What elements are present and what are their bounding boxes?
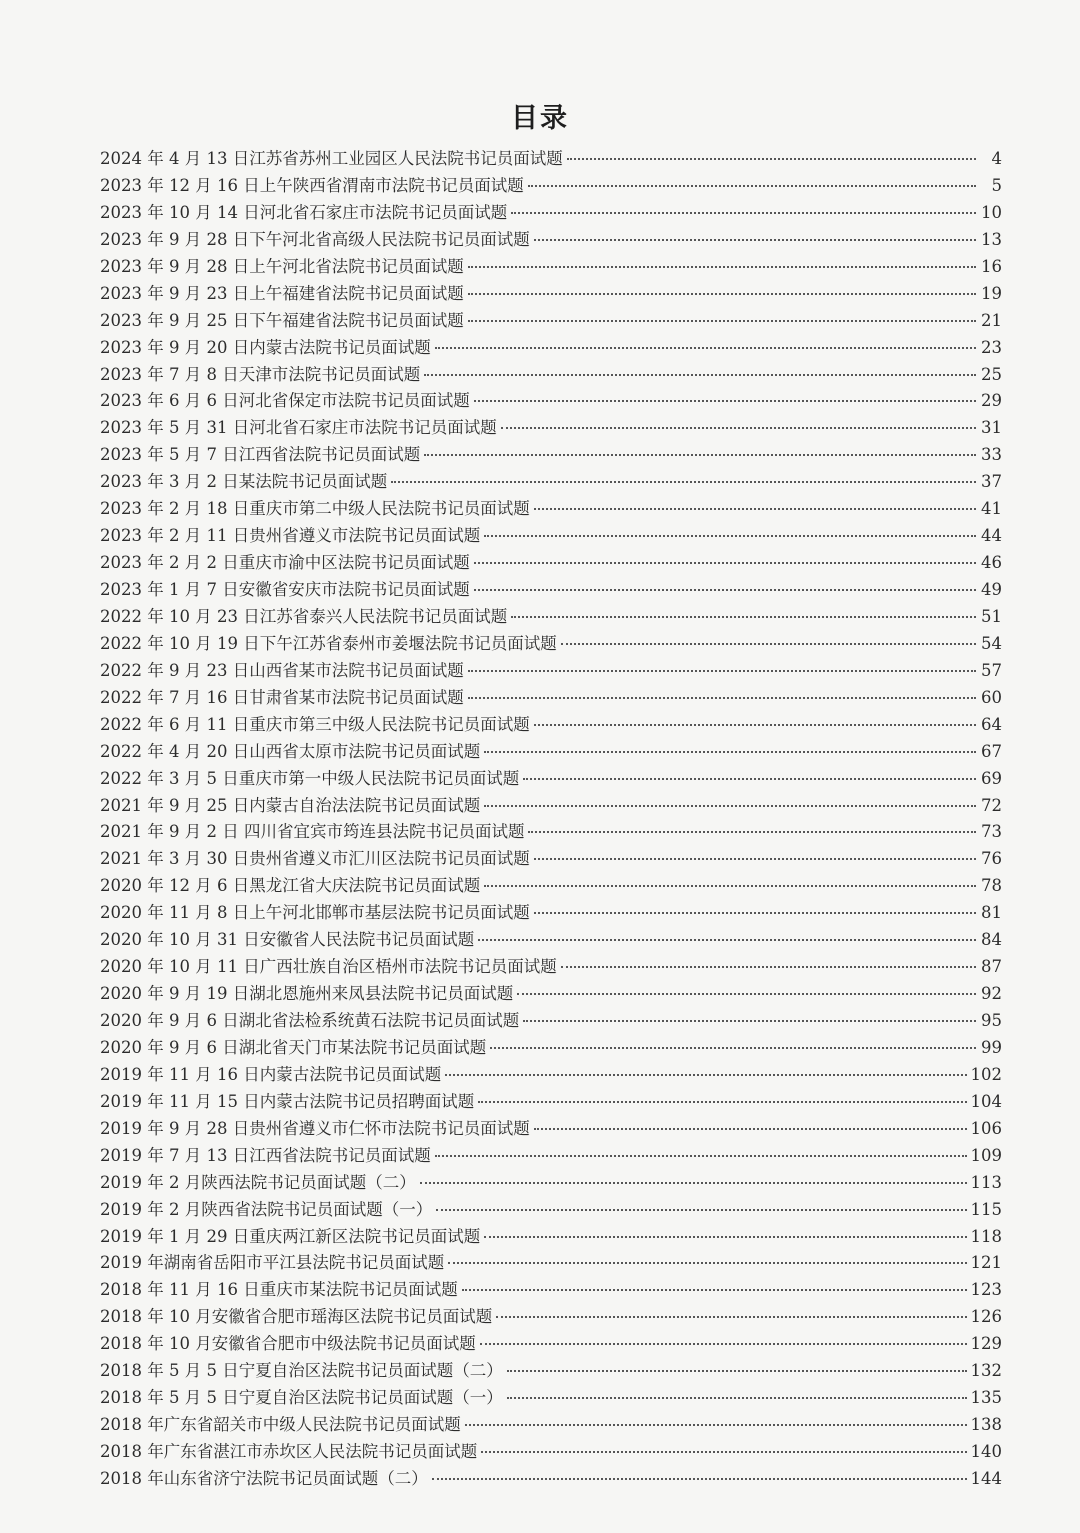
- toc-entry-page-number: 76: [981, 849, 1002, 869]
- toc-entry-title: 2018 年 5 月 5 日宁夏自治区法院书记员面试题（二）: [100, 1361, 503, 1381]
- dot-leader: [420, 1181, 967, 1184]
- dot-leader: [468, 696, 976, 699]
- toc-entry-page-number: 106: [970, 1118, 1002, 1138]
- toc-entry-page-number: 29: [981, 391, 1002, 411]
- dot-leader: [507, 1396, 967, 1399]
- dot-leader: [484, 534, 976, 537]
- dot-leader: [511, 615, 976, 618]
- dot-leader: [474, 399, 976, 402]
- toc-entry-page-number: 60: [981, 687, 1002, 707]
- toc-entry[interactable]: [100, 1034, 1002, 1061]
- toc-entry[interactable]: [100, 441, 1002, 468]
- toc-entry[interactable]: [100, 818, 1002, 845]
- toc-entry-title: 2018 年广东省韶关市中级人民法院书记员面试题: [100, 1415, 461, 1435]
- toc-entry-page-number: 92: [981, 984, 1002, 1004]
- toc-entry[interactable]: [100, 1142, 1002, 1169]
- toc-entry-title: 2023 年 9 月 23 日上午福建省法院书记员面试题: [100, 283, 464, 303]
- toc-entry[interactable]: [100, 980, 1002, 1007]
- toc-entry[interactable]: [100, 334, 1002, 361]
- toc-entry[interactable]: [100, 1169, 1002, 1196]
- toc-entry-title: 2022 年 10 月 23 日江苏省泰兴人民法院书记员面试题: [100, 606, 508, 626]
- toc-entry-title: 2020 年 11 月 8 日上午河北邯郸市基层法院书记员面试题: [100, 903, 530, 923]
- toc-entry-title: 2024 年 4 月 13 日江苏省苏州工业园区人民法院书记员面试题: [100, 149, 563, 168]
- toc-entry-page-number: 144: [970, 1468, 1002, 1488]
- toc-entry[interactable]: [100, 765, 1002, 792]
- toc-entry[interactable]: [100, 361, 1002, 388]
- toc-entry[interactable]: [100, 1357, 1002, 1384]
- dot-leader: [567, 157, 976, 160]
- dot-leader: [424, 453, 976, 456]
- toc-entry-page-number: 46: [981, 553, 1002, 573]
- toc-entry[interactable]: [100, 1088, 1002, 1115]
- toc-entry-page-number: 51: [981, 606, 1002, 626]
- toc-entry-page-number: 73: [981, 822, 1002, 842]
- toc-entry-page-number: 78: [981, 876, 1002, 896]
- toc-entry-title: 2022 年 10 月 19 日下午江苏省泰州市姜堰法院书记员面试题: [100, 633, 557, 653]
- dot-leader: [496, 1315, 966, 1318]
- toc-entry[interactable]: [100, 172, 1002, 199]
- toc-entry-page-number: 123: [970, 1280, 1002, 1300]
- toc-entry[interactable]: [100, 199, 1002, 226]
- dot-leader: [484, 804, 976, 807]
- toc-entry[interactable]: [100, 1196, 1002, 1223]
- toc-entry-title: 2020 年 10 月 11 日广西壮族自治区梧州市法院书记员面试题: [100, 957, 557, 977]
- dot-leader: [523, 777, 976, 780]
- toc-entry[interactable]: [100, 253, 1002, 280]
- dot-leader: [474, 561, 976, 564]
- toc-entry[interactable]: [100, 495, 1002, 522]
- toc-entry-title: 2022 年 3 月 5 日重庆市第一中级人民法院书记员面试题: [100, 768, 520, 788]
- toc-entry-page-number: 99: [981, 1037, 1002, 1057]
- toc-entry[interactable]: [100, 738, 1002, 765]
- toc-entry-page-number: 33: [981, 445, 1002, 465]
- toc-entry-page-number: 54: [981, 633, 1002, 653]
- dot-leader: [528, 830, 976, 833]
- toc-entry-page-number: 31: [981, 418, 1002, 438]
- dot-leader: [528, 184, 976, 187]
- toc-entry-title: 2019 年 2 月陕西法院书记员面试题（二）: [100, 1172, 416, 1192]
- toc-entry[interactable]: [100, 657, 1002, 684]
- dot-leader: [480, 1342, 967, 1345]
- dot-leader: [435, 1154, 967, 1157]
- toc-entry-title: 2020 年 9 月 6 日湖北省天门市某法院书记员面试题: [100, 1037, 487, 1057]
- toc-entry-title: 2018 年 11 月 16 日重庆市某法院书记员面试题: [100, 1280, 458, 1300]
- toc-entry[interactable]: [100, 1061, 1002, 1088]
- toc-entry[interactable]: [100, 630, 1002, 657]
- dot-leader: [523, 1019, 976, 1022]
- toc-entry[interactable]: [100, 549, 1002, 576]
- toc-entry[interactable]: [100, 1115, 1002, 1142]
- toc-entry[interactable]: [100, 603, 1002, 630]
- toc-entry-page-number: 104: [970, 1091, 1002, 1111]
- toc-entry[interactable]: [100, 1330, 1002, 1357]
- dot-leader: [468, 265, 976, 268]
- toc-entry[interactable]: [100, 684, 1002, 711]
- toc-entry-page-number: 21: [981, 310, 1002, 330]
- dot-leader: [445, 1073, 966, 1076]
- dot-leader: [534, 857, 976, 860]
- toc-entry-page-number: 67: [981, 741, 1002, 761]
- toc-entry[interactable]: [100, 576, 1002, 603]
- toc-entry-title: 2022 年 4 月 20 日山西省太原市法院书记员面试题: [100, 741, 481, 761]
- dot-leader: [517, 992, 976, 995]
- page-title: 目录: [511, 103, 569, 135]
- toc-entry-page-number: 44: [981, 526, 1002, 546]
- toc-entry-page-number: 57: [981, 660, 1002, 680]
- dot-leader: [436, 1208, 966, 1211]
- toc-entry-title: 2022 年 7 月 16 日甘肃省某市法院书记员面试题: [100, 687, 464, 707]
- toc-entry-page-number: 49: [981, 580, 1002, 599]
- dot-leader: [468, 319, 976, 322]
- toc-entry-title: 2023 年 2 月 11 日贵州省遵义市法院书记员面试题: [100, 526, 481, 546]
- toc-entry[interactable]: [100, 1384, 1002, 1411]
- toc-entry-title: 2021 年 3 月 30 日贵州省遵义市汇川区法院书记员面试题: [100, 849, 530, 869]
- dot-leader: [462, 1288, 967, 1291]
- toc-entry-page-number: 135: [970, 1388, 1002, 1408]
- toc-entry-page-number: 118: [970, 1226, 1002, 1246]
- toc-entry[interactable]: [100, 226, 1002, 253]
- toc-entry-title: 2022 年 9 月 23 日山西省某市法院书记员面试题: [100, 660, 464, 680]
- toc-entry-title: 2021 年 9 月 25 日内蒙古自治法法院书记员面试题: [100, 795, 481, 815]
- toc-entry-title: 2018 年 10 月安徽省合肥市瑶海区法院书记员面试题: [100, 1307, 493, 1327]
- toc-entry-page-number: 113: [970, 1172, 1002, 1192]
- toc-entry-title: 2023 年 3 月 2 日某法院书记员面试题: [100, 472, 388, 492]
- toc-entry-page-number: 19: [981, 283, 1002, 303]
- toc-entry[interactable]: [100, 307, 1002, 334]
- toc-entry-page-number: 126: [970, 1307, 1002, 1327]
- toc-entry[interactable]: [100, 1465, 1002, 1492]
- toc-entry[interactable]: [100, 926, 1002, 953]
- dot-leader: [501, 426, 976, 429]
- toc-entry-page-number: 81: [981, 903, 1002, 923]
- toc-entry-page-number: 69: [981, 768, 1002, 788]
- toc-entry[interactable]: [100, 792, 1002, 819]
- dot-leader: [435, 346, 976, 349]
- toc-entry-title: 2018 年广东省湛江市赤坎区人民法院书记员面试题: [100, 1442, 478, 1461]
- toc-entry-title: 2020 年 12 月 6 日黑龙江省大庆法院书记员面试题: [100, 876, 481, 896]
- dot-leader: [490, 1046, 976, 1049]
- dot-leader: [468, 669, 976, 672]
- toc-entry[interactable]: [100, 468, 1002, 495]
- toc-entry-page-number: 95: [981, 1011, 1002, 1030]
- dot-leader: [432, 1477, 967, 1480]
- toc-entry-page-number: 64: [981, 714, 1002, 734]
- toc-entry[interactable]: [100, 1276, 1002, 1303]
- dot-leader: [478, 938, 976, 941]
- toc-entry-title: 2023 年 9 月 25 日下午福建省法院书记员面试题: [100, 310, 464, 330]
- toc-entry[interactable]: [100, 845, 1002, 872]
- toc-entry[interactable]: [100, 1007, 1002, 1034]
- toc-entry-page-number: 132: [970, 1361, 1002, 1381]
- toc-entry-title: 2019 年 2 月陕西省法院书记员面试题（一）: [100, 1199, 433, 1219]
- toc-entry-page-number: 37: [981, 472, 1002, 492]
- dot-leader: [391, 480, 976, 483]
- toc-entry-title: 2019 年 7 月 13 日江西省法院书记员面试题: [100, 1145, 431, 1165]
- dot-leader: [511, 211, 976, 214]
- dot-leader: [468, 292, 976, 295]
- toc-entry-title: 2019 年 1 月 29 日重庆两江新区法院书记员面试题: [100, 1226, 481, 1246]
- toc-entry-title: 2022 年 6 月 11 日重庆市第三中级人民法院书记员面试题: [100, 714, 530, 734]
- toc-entry-title: 2019 年 11 月 15 日内蒙古法院书记员招聘面试题: [100, 1091, 475, 1111]
- toc-entry-title: 2020 年 9 月 19 日湖北恩施州来凤县法院书记员面试题: [100, 984, 514, 1004]
- toc-entry-title: 2021 年 9 月 2 日 四川省宜宾市筠连县法院书记员面试题: [100, 822, 525, 842]
- toc-entry[interactable]: [100, 1223, 1002, 1250]
- dot-leader: [561, 642, 976, 645]
- toc-entry-page-number: 140: [970, 1442, 1002, 1461]
- dot-leader: [484, 1235, 966, 1238]
- toc-entry-page-number: 121: [970, 1253, 1002, 1273]
- toc-entry[interactable]: [100, 899, 1002, 926]
- toc-entry[interactable]: [100, 522, 1002, 549]
- dot-leader: [534, 507, 976, 510]
- toc-entry-title: 2023 年 2 月 2 日重庆市渝中区法院书记员面试题: [100, 553, 470, 573]
- toc-entry-page-number: 72: [981, 795, 1002, 815]
- toc-entry-page-number: 25: [981, 364, 1002, 384]
- dot-leader: [534, 238, 976, 241]
- toc-entry-title: 2023 年 9 月 28 日上午河北省法院书记员面试题: [100, 256, 464, 276]
- toc-entry-title: 2019 年湖南省岳阳市平江县法院书记员面试题: [100, 1253, 445, 1273]
- toc-entry-page-number: 10: [981, 202, 1002, 222]
- toc-entry-page-number: 23: [981, 337, 1002, 357]
- toc-entry-title: 2018 年 10 月安徽省合肥市中级法院书记员面试题: [100, 1334, 476, 1354]
- toc-entry-title: 2023 年 2 月 18 日重庆市第二中级人民法院书记员面试题: [100, 499, 530, 519]
- toc-entry[interactable]: [100, 872, 1002, 899]
- dot-leader: [561, 965, 976, 968]
- dot-leader: [481, 1450, 966, 1453]
- toc-entry-page-number: 5: [991, 175, 1002, 195]
- toc-entry-title: 2023 年 6 月 6 日河北省保定市法院书记员面试题: [100, 391, 470, 411]
- toc-entry[interactable]: [100, 387, 1002, 414]
- toc-entry-title: 2018 年 5 月 5 日宁夏自治区法院书记员面试题（一）: [100, 1388, 503, 1408]
- dot-leader: [424, 373, 976, 376]
- toc-entry-title: 2020 年 10 月 31 日安徽省人民法院书记员面试题: [100, 930, 475, 950]
- dot-leader: [448, 1261, 966, 1264]
- toc-entry-title: 2019 年 11 月 16 日内蒙古法院书记员面试题: [100, 1064, 442, 1084]
- toc-entry-title: 2023 年 12 月 16 日上午陕西省渭南市法院书记员面试题: [100, 175, 524, 195]
- toc-entry-page-number: 138: [970, 1415, 1002, 1435]
- toc-entry-page-number: 41: [981, 499, 1002, 519]
- toc-entry-page-number: 115: [970, 1199, 1002, 1219]
- dot-leader: [507, 1369, 967, 1372]
- toc-entry[interactable]: [100, 953, 1002, 980]
- dot-leader: [474, 588, 976, 591]
- toc-entry[interactable]: [100, 280, 1002, 307]
- dot-leader: [534, 911, 976, 914]
- toc-entry-page-number: 84: [981, 930, 1002, 950]
- toc-entry-title: 2023 年 1 月 7 日安徽省安庆市法院书记员面试题: [100, 580, 470, 599]
- dot-leader: [484, 884, 976, 887]
- toc-entry-title: 2019 年 9 月 28 日贵州省遵义市仁怀市法院书记员面试题: [100, 1118, 530, 1138]
- toc-entry-title: 2023 年 7 月 8 日天津市法院书记员面试题: [100, 364, 421, 384]
- toc-entry[interactable]: [100, 145, 1002, 172]
- toc-entry-page-number: 13: [981, 229, 1002, 249]
- toc-entry-title: 2023 年 5 月 31 日河北省石家庄市法院书记员面试题: [100, 418, 497, 438]
- toc-entry[interactable]: [100, 1303, 1002, 1330]
- toc-entry[interactable]: [100, 414, 1002, 441]
- table-of-contents: [100, 145, 1002, 1492]
- toc-entry-page-number: 4: [991, 149, 1002, 168]
- toc-entry-title: 2023 年 9 月 28 日下午河北省高级人民法院书记员面试题: [100, 229, 530, 249]
- toc-entry-page-number: 129: [970, 1334, 1002, 1354]
- toc-entry[interactable]: [100, 711, 1002, 738]
- toc-entry-page-number: 109: [970, 1145, 1002, 1165]
- toc-entry-title: 2023 年 5 月 7 日江西省法院书记员面试题: [100, 445, 421, 465]
- toc-entry[interactable]: [100, 1411, 1002, 1438]
- toc-entry[interactable]: [100, 1438, 1002, 1465]
- toc-entry-page-number: 87: [981, 957, 1002, 977]
- dot-leader: [465, 1423, 967, 1426]
- toc-entry[interactable]: [100, 1249, 1002, 1276]
- toc-entry-title: 2020 年 9 月 6 日湖北省法检系统黄石法院书记员面试题: [100, 1011, 520, 1030]
- toc-entry-page-number: 16: [981, 256, 1002, 276]
- dot-leader: [484, 750, 976, 753]
- dot-leader: [534, 1127, 967, 1130]
- toc-entry-title: 2023 年 9 月 20 日内蒙古法院书记员面试题: [100, 337, 431, 357]
- dot-leader: [534, 723, 976, 726]
- toc-entry-page-number: 102: [970, 1064, 1002, 1084]
- toc-entry-title: 2023 年 10 月 14 日河北省石家庄市法院书记员面试题: [100, 202, 508, 222]
- toc-entry-title: 2018 年山东省济宁法院书记员面试题（二）: [100, 1468, 428, 1488]
- dot-leader: [478, 1100, 966, 1103]
